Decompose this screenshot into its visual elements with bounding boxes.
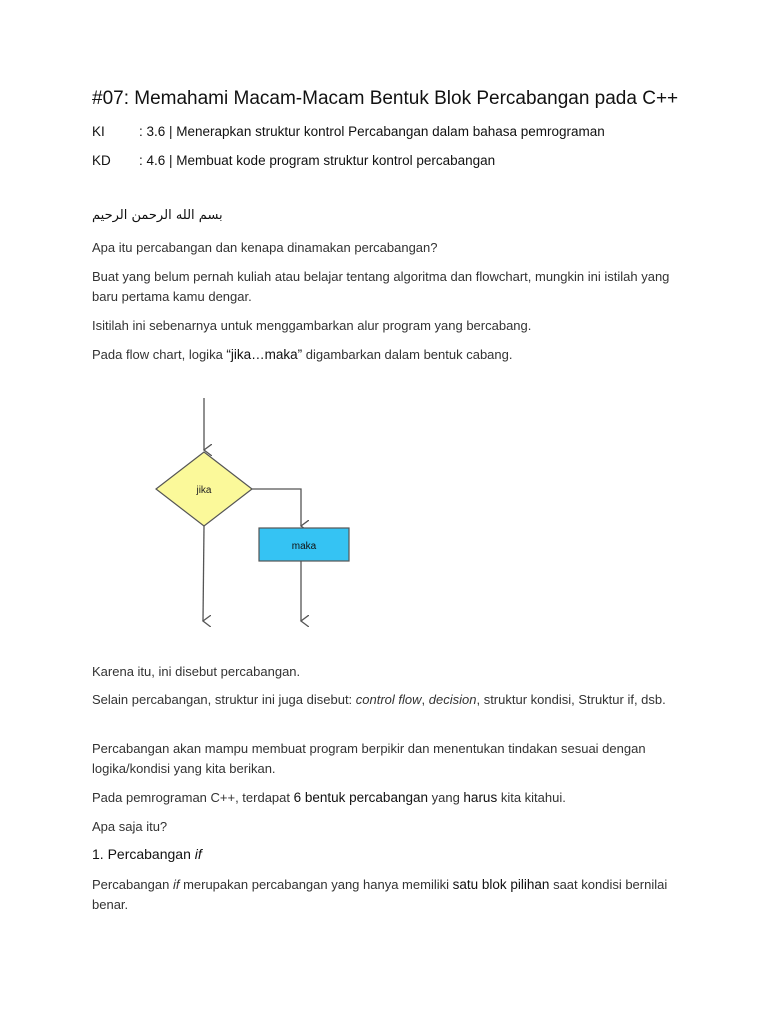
paragraph-7: Percabangan akan mampu membuat program berpikir dan menentukan tindakan sesuai dengan logika/kondisi yang kita berikan. [92, 741, 646, 776]
paragraph-1: Apa itu percabangan dan kenapa dinamakan percabangan? [92, 240, 438, 255]
paragraph-10 [92, 875, 677, 915]
paragraph-4 [92, 345, 677, 365]
paragraph-6 [92, 690, 677, 710]
paragraph-4-bold: “jika…maka” [226, 347, 303, 362]
paragraph-10-bold: satu blok pilihan [452, 877, 550, 892]
flow-arrow-false [203, 526, 204, 621]
flowchart [140, 390, 370, 640]
paragraph-8-bold-2: harus [463, 790, 498, 805]
page-title: #07: Memahami Macam-Macam Bentuk Blok Percabangan pada C++ [92, 88, 679, 109]
decision-label: jika [196, 485, 212, 496]
kd-value: : 4.6 | Membuat kode program struktur kontrol percabangan [139, 153, 496, 168]
paragraph-8-bold-1: 6 bentuk percabangan [293, 790, 428, 805]
section-heading-1-italic: if [194, 846, 202, 862]
flow-arrow-true [252, 489, 301, 526]
process-label: maka [291, 541, 317, 552]
paragraph-10-italic: if [172, 877, 180, 892]
paragraph-9: Apa saja itu? [92, 819, 168, 834]
paragraph-10-text-end: saat kondisi bernilai benar. [92, 877, 668, 912]
kd-row [92, 153, 495, 168]
paragraph-10-text-mid: merupakan percabangan yang hanya memiliki [179, 877, 453, 892]
paragraph-6-italic-2: decision [428, 692, 477, 707]
paragraph-3: Isitilah ini sebenarnya untuk menggambarkan alur program yang bercabang. [92, 318, 532, 333]
section-heading-1 [92, 846, 202, 862]
basmalah: بسم الله الرحمن الرحيم [92, 208, 223, 223]
paragraph-5: Karena itu, ini disebut percabangan. [92, 664, 301, 679]
paragraph-4-text: Pada flow chart, logika [92, 347, 227, 362]
paragraph-6-sep: , [421, 692, 429, 707]
kd-key: KD [92, 153, 111, 168]
paragraph-2: Buat yang belum pernah kuliah atau belajar tentang algoritma dan flowchart, mungkin ini istilah yang baru pertama kamu dengar. [92, 269, 670, 304]
paragraph-6-text-end: , struktur kondisi, Struktur if, dsb. [476, 692, 666, 707]
paragraph-8-text: Pada pemrograman C++, terdapat [92, 790, 294, 805]
ki-key: KI [92, 124, 105, 139]
paragraph-8-text-end: kita kitahui. [497, 790, 566, 805]
paragraph-8-text-mid: yang [428, 790, 464, 805]
paragraph-6-text: Selain percabangan, struktur ini juga disebut: [92, 692, 356, 707]
paragraph-6-italic-1: control flow [355, 692, 422, 707]
ki-row [92, 124, 605, 139]
section-heading-1-text: 1. Percabangan [92, 846, 195, 862]
paragraph-8 [92, 788, 677, 808]
paragraph-4-text-end: digambarkan dalam bentuk cabang. [302, 347, 513, 362]
paragraph-10-text: Percabangan [92, 877, 173, 892]
ki-value: : 3.6 | Menerapkan struktur kontrol Percabangan dalam bahasa pemrograman [139, 124, 605, 139]
